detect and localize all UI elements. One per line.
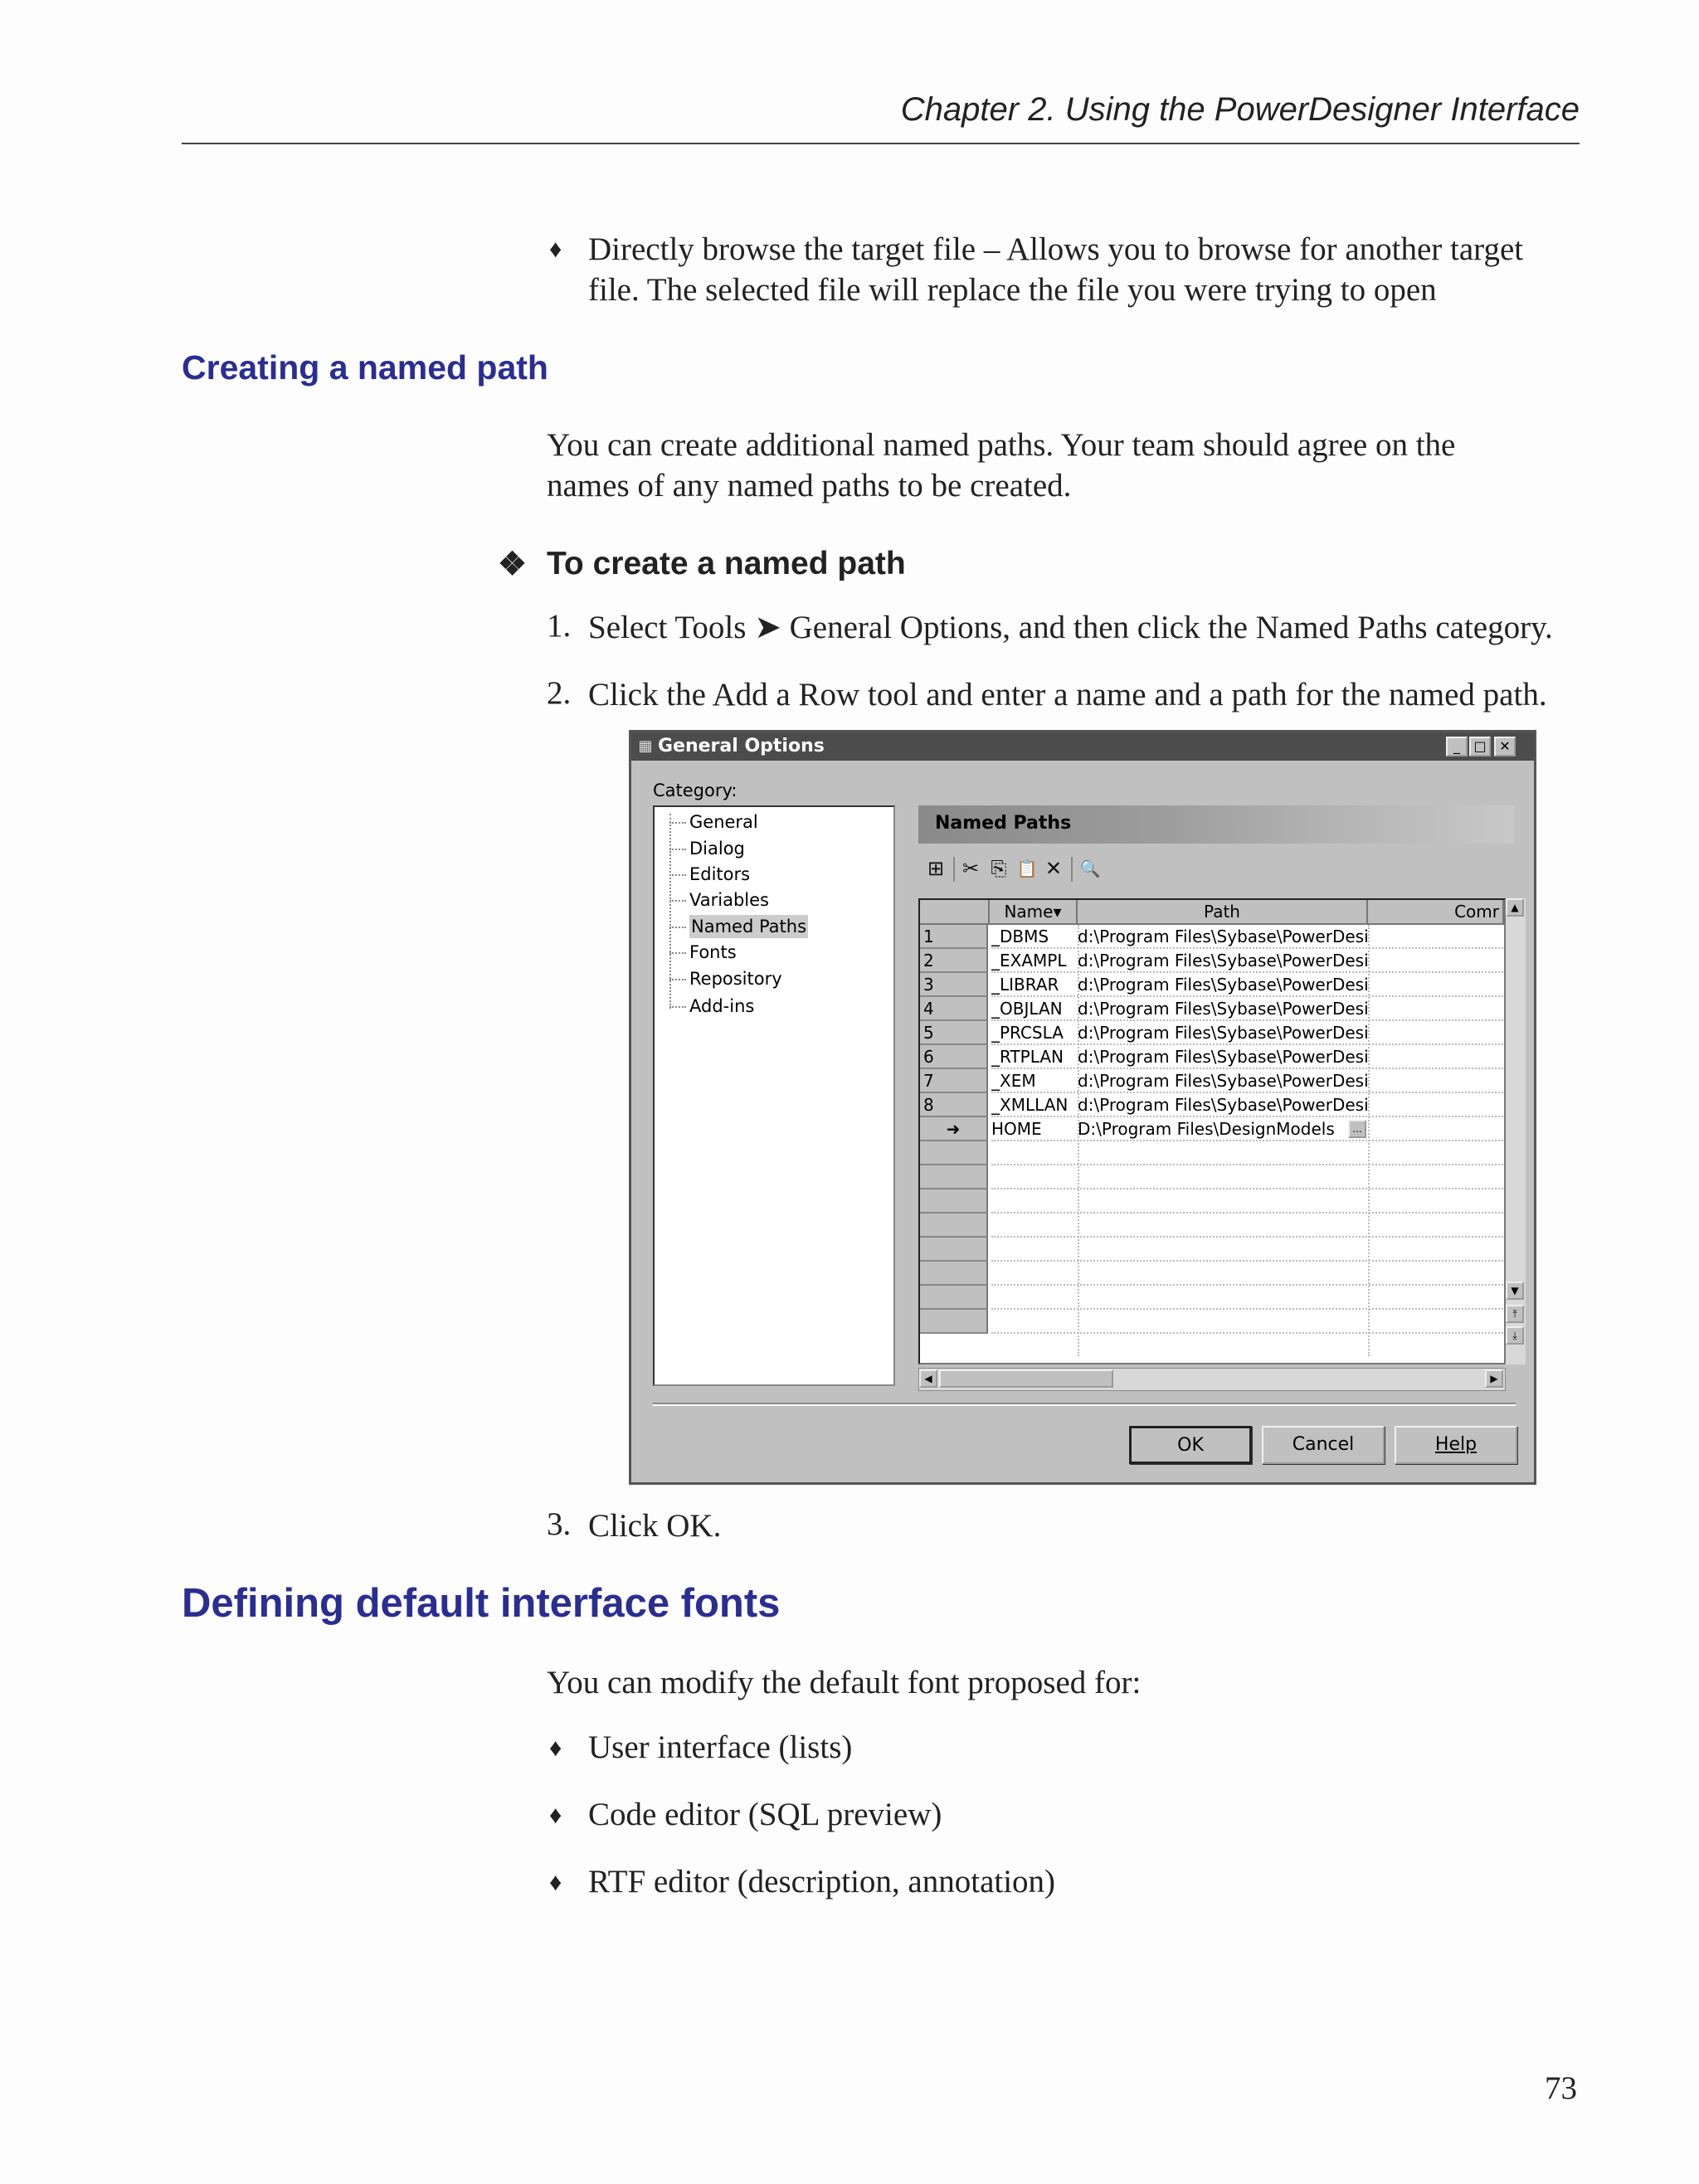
- bullet-diamond: ♦: [549, 1802, 562, 1829]
- cell-name: _OBJLAN: [991, 999, 1063, 1019]
- column-header-name[interactable]: Name▾: [990, 900, 1078, 925]
- font-bullet-2: Code editor (SQL preview): [588, 1797, 942, 1832]
- cell-name: _LIBRAR: [991, 975, 1059, 995]
- cell-path: d:\Program Files\Sybase\PowerDesi: [1078, 1023, 1369, 1043]
- scroll-left-icon[interactable]: ◀: [919, 1369, 937, 1388]
- find-icon[interactable]: 🔍: [1079, 859, 1101, 878]
- help-button[interactable]: Help: [1395, 1426, 1517, 1464]
- section-heading-named-path: Creating a named path: [182, 348, 548, 387]
- scroll-thumb[interactable]: [939, 1369, 1113, 1388]
- category-label: Category:: [653, 781, 738, 800]
- scroll-down-icon[interactable]: ▼: [1506, 1282, 1524, 1300]
- scroll-bottom-icon[interactable]: ⤓: [1506, 1326, 1524, 1345]
- vertical-scrollbar[interactable]: [1506, 898, 1526, 1364]
- tree-line: [669, 927, 686, 928]
- minimize-button[interactable]: _: [1446, 737, 1468, 756]
- named-paths-grid[interactable]: [918, 898, 1506, 1364]
- general-options-dialog: [629, 730, 1536, 1485]
- cell-path: d:\Program Files\Sybase\PowerDesi: [1078, 951, 1369, 970]
- add-row-icon[interactable]: ⊞: [927, 857, 945, 880]
- table-row[interactable]: [991, 1262, 1506, 1286]
- horizontal-scrollbar[interactable]: [918, 1368, 1506, 1391]
- tree-line: [669, 1006, 686, 1008]
- table-row[interactable]: [991, 1286, 1506, 1310]
- header-rule: [182, 143, 1580, 144]
- table-row[interactable]: [991, 1021, 1506, 1045]
- cell-name: _PRCSLA: [991, 1023, 1064, 1043]
- row-number[interactable]: 7: [920, 1069, 988, 1093]
- cell-name: _XEM: [991, 1071, 1036, 1091]
- section1-para-line-1: You can create additional named paths. Your team should agree on the: [547, 427, 1456, 463]
- column-header-path[interactable]: Path: [1078, 900, 1368, 925]
- cell-path-edit[interactable]: D:\Program Files\DesignModels: [1078, 1119, 1335, 1139]
- table-row[interactable]: [991, 1141, 1506, 1165]
- table-row[interactable]: [991, 973, 1506, 997]
- close-button[interactable]: ✕: [1494, 737, 1516, 756]
- table-row[interactable]: [991, 949, 1506, 973]
- tree-item-editors[interactable]: Editors: [689, 864, 751, 884]
- dialog-title: General Options: [658, 736, 825, 756]
- tree-line: [669, 952, 686, 954]
- procedure-heading: To create a named path: [547, 546, 906, 581]
- cell-name[interactable]: HOME: [991, 1119, 1042, 1139]
- step-number: 1.: [547, 608, 572, 644]
- column-header-comment[interactable]: Comr: [1368, 900, 1504, 925]
- scroll-right-icon[interactable]: ▶: [1485, 1369, 1503, 1388]
- step-number: 2.: [547, 675, 572, 711]
- cell-path: d:\Program Files\Sybase\PowerDesi: [1078, 975, 1369, 995]
- maximize-button[interactable]: □: [1469, 737, 1491, 756]
- row-number[interactable]: 2: [920, 949, 988, 973]
- step-1-text: Select Tools ➤ General Options, and then click the Named Paths category.: [588, 610, 1553, 645]
- tree-line: [669, 979, 686, 980]
- cell-name: _EXAMPL: [991, 951, 1067, 970]
- tree-line: [669, 822, 686, 824]
- tree-item-general[interactable]: General: [689, 812, 758, 832]
- cell-name: _DBMS: [991, 927, 1049, 946]
- row-number[interactable]: [920, 1286, 988, 1310]
- font-bullet-1: User interface (lists): [588, 1729, 853, 1765]
- cell-name: _RTPLAN: [991, 1047, 1064, 1067]
- tree-item-add-ins[interactable]: Add-ins: [689, 996, 755, 1016]
- table-row[interactable]: [991, 1238, 1506, 1262]
- row-number[interactable]: 3: [920, 973, 988, 997]
- row-number[interactable]: 1: [920, 925, 988, 949]
- row-number[interactable]: [920, 1165, 988, 1189]
- app-icon: ▦: [638, 737, 653, 755]
- table-row[interactable]: [991, 925, 1506, 949]
- panel-title: Named Paths: [935, 813, 1072, 834]
- toolbar-separator: [1071, 857, 1073, 882]
- bullet-diamond: ♦: [549, 1869, 562, 1896]
- table-row[interactable]: [991, 1214, 1506, 1238]
- tree-line: [669, 900, 686, 902]
- cell-path: d:\Program Files\Sybase\PowerDesi: [1078, 1047, 1369, 1067]
- cancel-button[interactable]: Cancel: [1262, 1426, 1385, 1464]
- table-row-editing[interactable]: [991, 1117, 1506, 1141]
- intro-bullet-line-1: Directly browse the target file – Allows you to browse for another target: [588, 231, 1524, 267]
- browse-button[interactable]: ...: [1348, 1120, 1366, 1138]
- table-row[interactable]: [991, 1093, 1506, 1117]
- copy-icon[interactable]: ⎘: [991, 857, 1007, 880]
- dialog-separator: [653, 1403, 1516, 1406]
- page-number: 73: [1545, 2070, 1577, 2106]
- intro-bullet-line-2: file. The selected file will replace the file you were trying to open: [588, 272, 1437, 308]
- row-number[interactable]: 8: [920, 1093, 988, 1117]
- row-number[interactable]: 4: [920, 997, 988, 1021]
- delete-icon[interactable]: ✕: [1044, 857, 1063, 880]
- scroll-up-icon[interactable]: ▲: [1506, 898, 1524, 917]
- running-header: Chapter 2. Using the PowerDesigner Interface: [900, 91, 1580, 128]
- row-number[interactable]: [920, 1214, 988, 1238]
- cell-path: d:\Program Files\Sybase\PowerDesi: [1078, 927, 1369, 946]
- table-row[interactable]: [991, 997, 1506, 1021]
- section-heading-fonts: Defining default interface fonts: [182, 1581, 781, 1626]
- bullet-diamond: ♦: [549, 1734, 562, 1762]
- table-row[interactable]: [991, 1189, 1506, 1214]
- paste-icon[interactable]: 📋: [1016, 859, 1038, 878]
- tree-item-dialog[interactable]: Dialog: [689, 839, 745, 859]
- tree-item-named-paths[interactable]: Named Paths: [691, 917, 807, 936]
- cell-path: d:\Program Files\Sybase\PowerDesi: [1078, 1095, 1369, 1115]
- table-row[interactable]: [991, 1310, 1506, 1334]
- tree-line: [669, 874, 686, 876]
- row-number[interactable]: 6: [920, 1045, 988, 1069]
- tree-item-repository[interactable]: Repository: [689, 969, 782, 989]
- font-bullet-3: RTF editor (description, annotation): [588, 1864, 1056, 1899]
- row-number[interactable]: [920, 1141, 988, 1165]
- row-number[interactable]: [920, 1310, 988, 1334]
- bullet-diamond: ♦: [549, 236, 562, 263]
- toolbar-separator: [953, 857, 955, 882]
- row-number[interactable]: 5: [920, 1021, 988, 1045]
- dialog-titlebar: [631, 732, 1534, 761]
- category-tree[interactable]: [653, 805, 895, 1386]
- row-header-corner: [920, 900, 990, 925]
- ok-button[interactable]: OK: [1129, 1426, 1252, 1464]
- current-row-arrow-icon[interactable]: ➜: [920, 1117, 988, 1141]
- row-number[interactable]: [920, 1238, 988, 1262]
- step-2-text: Click the Add a Row tool and enter a name and a path for the named path.: [588, 677, 1547, 713]
- section2-para: You can modify the default font proposed for:: [547, 1665, 1142, 1700]
- step-number: 3.: [547, 1506, 572, 1542]
- table-row[interactable]: [991, 1045, 1506, 1069]
- step-3-text: Click OK.: [588, 1508, 722, 1544]
- section1-para-line-2: names of any named paths to be created.: [547, 468, 1072, 503]
- tree-item-variables[interactable]: Variables: [689, 890, 769, 910]
- cell-path: d:\Program Files\Sybase\PowerDesi: [1078, 999, 1369, 1019]
- row-number[interactable]: [920, 1262, 988, 1286]
- tree-item-fonts[interactable]: Fonts: [689, 942, 737, 962]
- procedure-icon: ❖: [498, 547, 527, 582]
- cell-path: d:\Program Files\Sybase\PowerDesi: [1078, 1071, 1369, 1091]
- tree-line: [669, 849, 686, 850]
- table-row[interactable]: [991, 1165, 1506, 1189]
- table-row[interactable]: [991, 1069, 1506, 1093]
- row-number[interactable]: [920, 1189, 988, 1214]
- scroll-top-icon[interactable]: ⤒: [1506, 1305, 1524, 1323]
- cell-name: _XMLLAN: [991, 1095, 1069, 1115]
- cut-icon[interactable]: ✂: [961, 857, 980, 880]
